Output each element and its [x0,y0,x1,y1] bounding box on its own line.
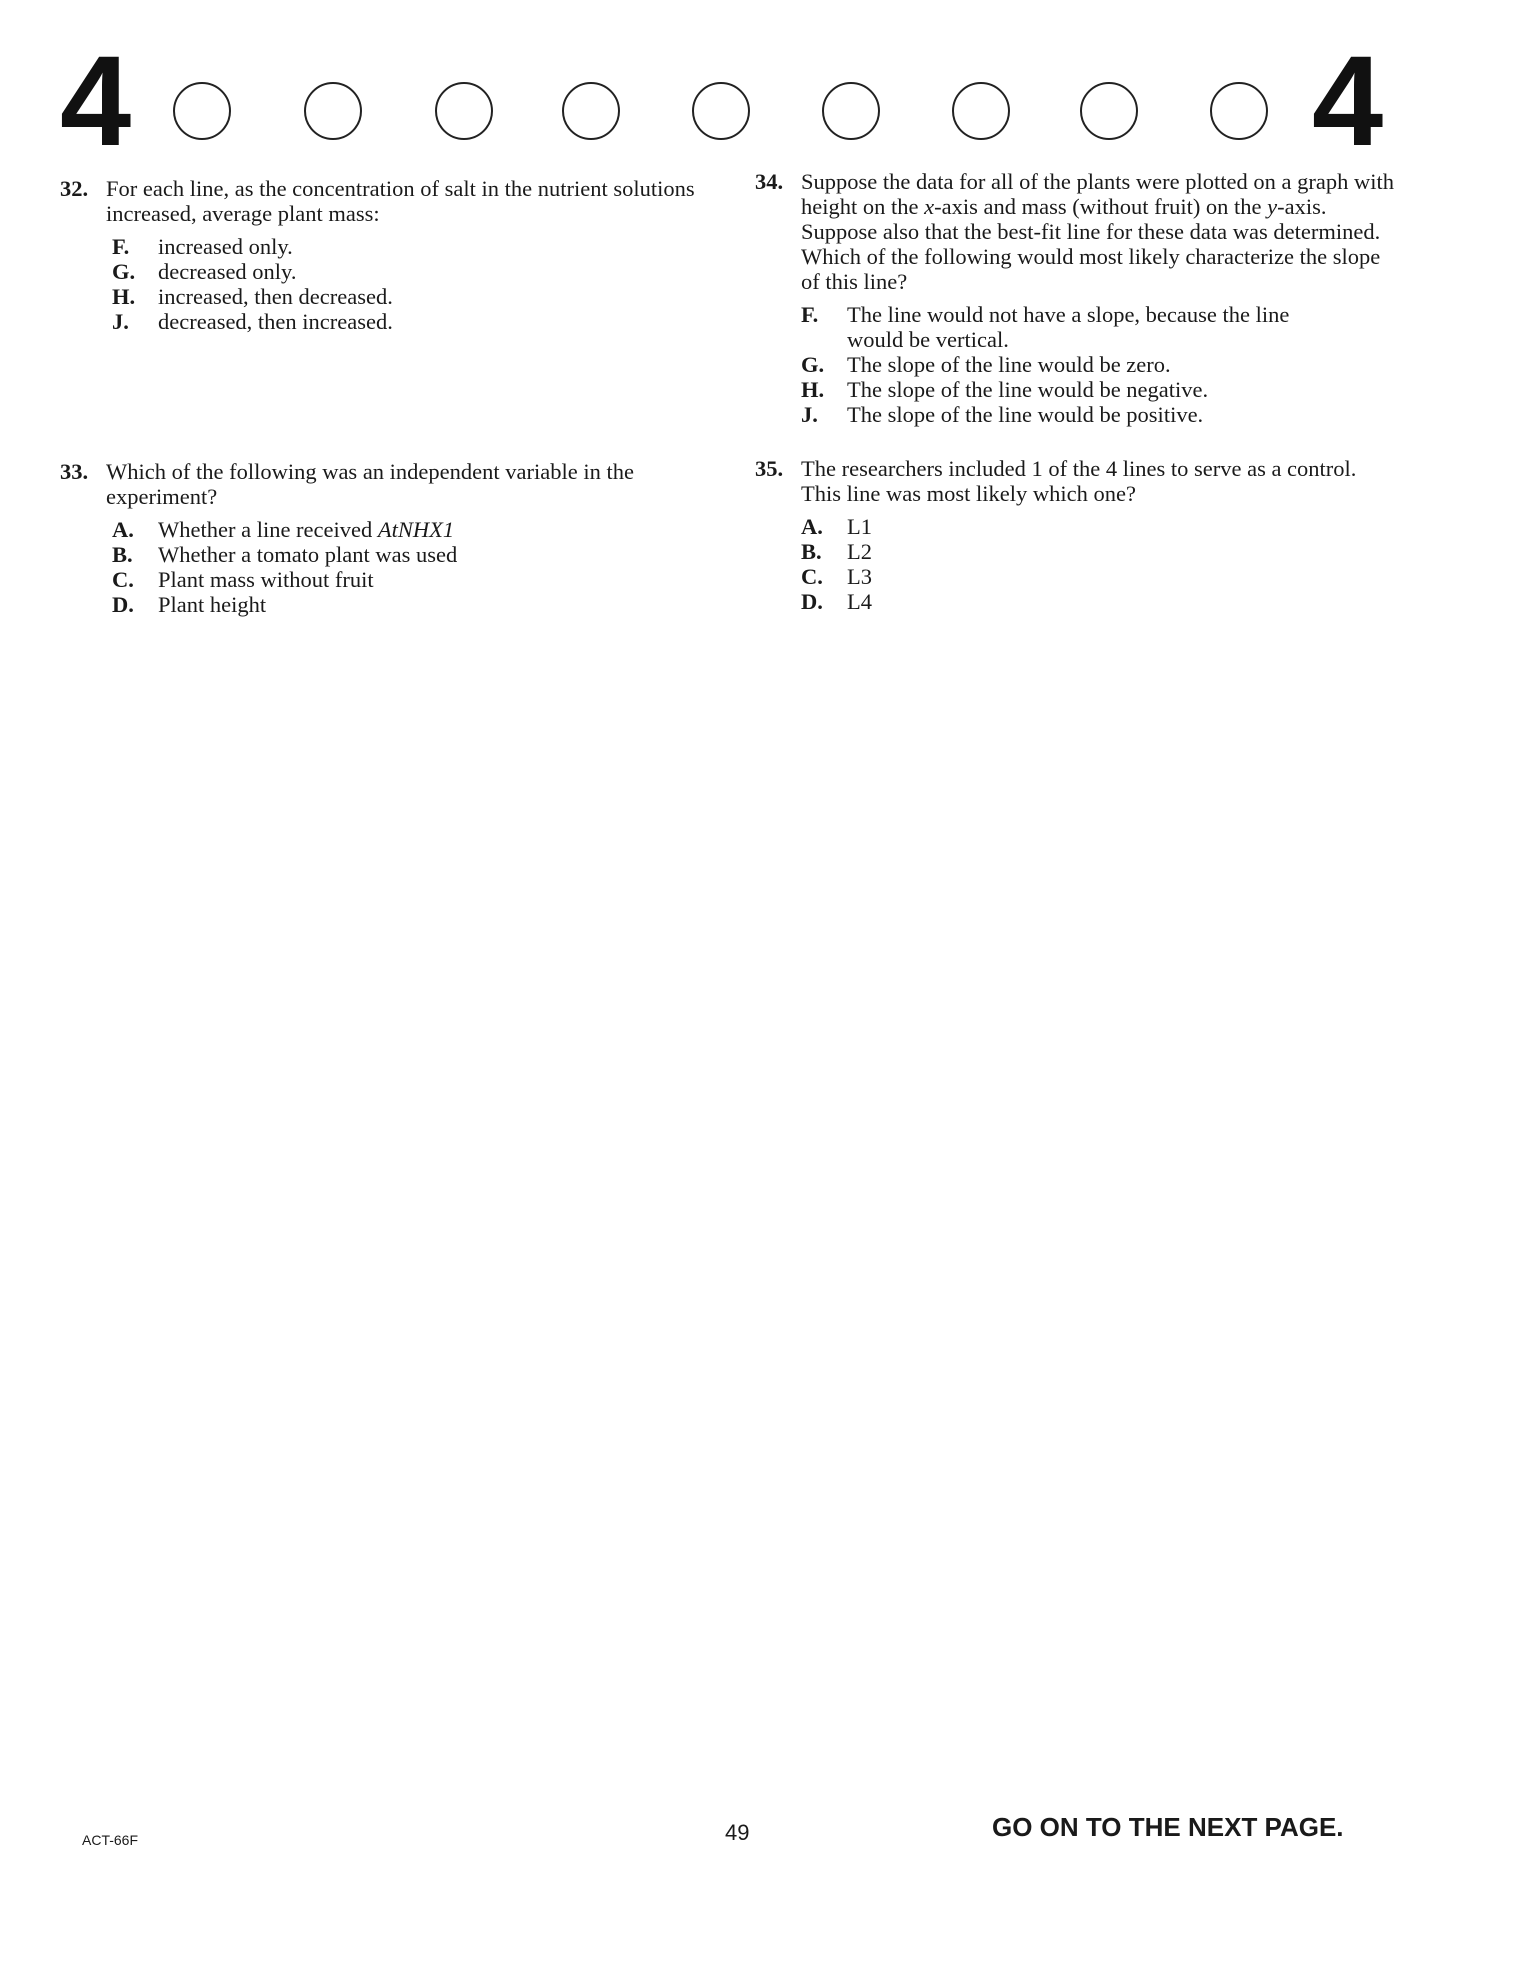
answer-option-j[interactable] [112,309,696,334]
option-text: Plant mass without fruit [158,567,374,592]
question-33 [60,459,700,617]
question-34 [755,169,1395,427]
option-text: The slope of the line would be negative. [847,377,1209,402]
option-text: increased only. [158,234,293,259]
option-letter: H. [801,377,825,402]
option-text: The line would not have a slope, because the line [847,302,1290,327]
question-number: 33. [60,459,89,484]
option-text: Whether a tomato plant was used [158,542,458,567]
answer-option-d[interactable] [801,589,1395,614]
option-text: Plant height [158,592,267,617]
answer-option-g[interactable] [801,352,1395,377]
question-number: 35. [755,456,784,481]
decorative-circle [562,82,620,140]
answer-option-h[interactable] [112,284,696,309]
answer-option-b[interactable] [801,539,1395,564]
answer-option-f[interactable] [801,302,1395,327]
answer-options [60,234,696,334]
decorative-circle [692,82,750,140]
option-text-continuation: would be vertical. [847,327,1009,352]
question-stem: The researchers included 1 of the 4 lines to serve as a control. This line was most likely which one? [801,456,1357,506]
stem-part: Suppose the data for all of the plants were plotted on a graph with height on the [801,169,1394,219]
question-number: 34. [755,169,784,194]
variable-x: x [924,194,935,219]
option-letter: B. [801,539,822,564]
question-32 [60,176,696,334]
question-stem: For each line, as the concentration of salt in the nutrient solutions increased, average plant mass: [106,176,695,226]
decorative-circle [304,82,362,140]
answer-options [755,514,1395,614]
option-letter: A. [112,517,134,542]
option-text-prefix: Whether a line received [158,517,378,542]
question-stem: Which of the following was an independent variable in the experiment? [106,459,634,509]
option-text: decreased, then increased. [158,309,393,334]
question-number: 32. [60,176,89,201]
option-letter: F. [801,302,819,327]
question-stem [801,169,1395,294]
variable-y: y [1267,194,1278,219]
option-letter: G. [801,352,825,377]
option-text: The slope of the line would be zero. [847,352,1171,377]
option-text: L2 [847,539,872,564]
answer-options [60,517,700,617]
stem-part: -axis and mass (without fruit) on the [934,194,1268,219]
answer-options [755,302,1395,427]
answer-option-d[interactable] [112,592,700,617]
option-text: L1 [847,514,872,539]
answer-option-a[interactable] [801,514,1395,539]
option-letter: A. [801,514,823,539]
option-letter: D. [801,589,823,614]
option-letter: F. [112,234,130,259]
form-code: ACT-66F [82,1832,139,1848]
section-number-right: 4 [1312,30,1384,173]
question-35 [755,456,1395,614]
decorative-circle [1210,82,1268,140]
option-text: decreased only. [158,259,297,284]
answer-option-b[interactable] [112,542,700,567]
answer-option-a[interactable] [112,517,700,542]
answer-option-c[interactable] [801,564,1395,589]
next-page-instruction: GO ON TO THE NEXT PAGE. [992,1812,1344,1842]
option-letter: J. [801,402,818,427]
section-number-left: 4 [60,30,132,173]
answer-option-h[interactable] [801,377,1395,402]
stem-part: -axis. Suppose also that the best-fit line for these data was determined. Which of the following would most likely characterize the slope of this line? [801,194,1381,294]
option-letter: H. [112,284,136,309]
option-text [158,517,700,542]
gene-name: AtNHX1 [377,517,455,542]
answer-option-g[interactable] [112,259,696,284]
option-letter: D. [112,592,134,617]
decorative-circle [952,82,1010,140]
option-text: L3 [847,564,872,589]
option-letter: B. [112,542,133,567]
decorative-circle [173,82,231,140]
option-letter: C. [112,567,134,592]
option-text: increased, then decreased. [158,284,393,309]
option-text: L4 [847,589,872,614]
answer-option-j[interactable] [801,402,1395,427]
decorative-circle [435,82,493,140]
answer-option-c[interactable] [112,567,700,592]
option-letter: G. [112,259,136,284]
decorative-circle [822,82,880,140]
answer-option-f[interactable] [112,234,696,259]
option-letter: C. [801,564,823,589]
option-letter: J. [112,309,129,334]
page-number: 49 [725,1820,750,1845]
decorative-circle [1080,82,1138,140]
option-text: The slope of the line would be positive. [847,402,1204,427]
